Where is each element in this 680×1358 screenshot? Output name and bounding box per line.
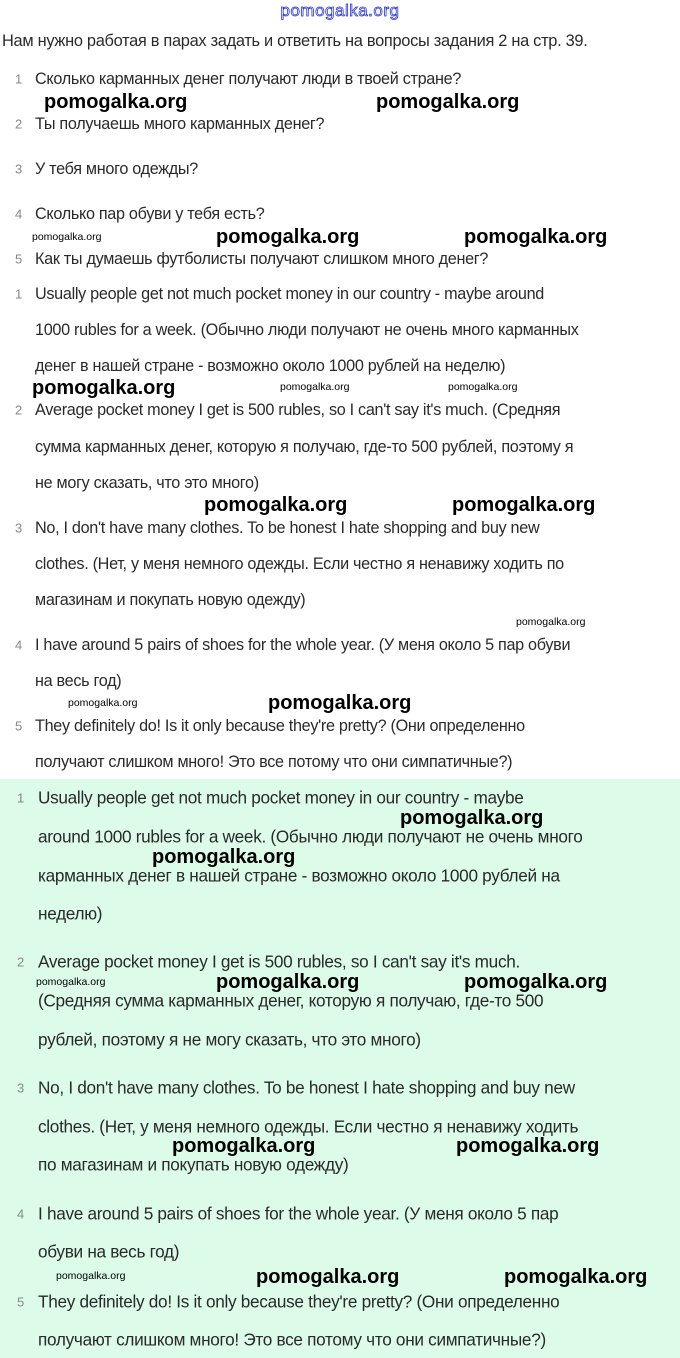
list-item-line: получают слишком много! Это все потому что они симпатичные?) bbox=[38, 1329, 546, 1350]
list-item-line: на весь год) bbox=[35, 671, 122, 690]
list-item-line: Usually people get not much pocket money in our country - maybe bbox=[38, 787, 524, 808]
item-number: 3 bbox=[17, 1080, 25, 1096]
list-item-line: I have around 5 pairs of shoes for the whole year. (У меня около 5 пар bbox=[38, 1203, 559, 1224]
watermark: pomogalka.org bbox=[32, 231, 102, 243]
list-item-line: clothes. (Нет, у меня немного одежды. Если честно я ненавижу ходить по bbox=[35, 554, 564, 573]
item-number: 1 bbox=[17, 790, 25, 806]
list-item-line: У тебя много одежды? bbox=[35, 159, 198, 178]
list-item-line: по магазинам и покупать новую одежду) bbox=[38, 1154, 349, 1175]
list-item-line: Как ты думаешь футболисты получают слишком много денег? bbox=[35, 249, 489, 268]
watermark: pomogalka.org bbox=[400, 807, 544, 829]
list-item-line: обуви на весь год) bbox=[38, 1241, 180, 1262]
watermark: pomogalka.org bbox=[464, 971, 608, 993]
item-number: 2 bbox=[15, 116, 23, 132]
watermark: pomogalka.org bbox=[280, 381, 350, 393]
watermark: pomogalka.org bbox=[516, 616, 586, 628]
list-item-line: не могу сказать, что это много) bbox=[35, 473, 259, 492]
list-item-line: Сколько пар обуви у тебя есть? bbox=[35, 204, 265, 223]
list-item-line: карманных денег в нашей стране - возможно около 1000 рублей на bbox=[38, 865, 560, 886]
task-intro: Нам нужно работая в парах задать и ответить на вопросы задания 2 на стр. 39. bbox=[2, 32, 588, 50]
list-item-line: I have around 5 pairs of shoes for the whole year. (У меня около 5 пар обуви bbox=[35, 635, 571, 654]
item-number: 5 bbox=[15, 718, 23, 734]
watermark: pomogalka.org bbox=[448, 381, 518, 393]
list-item-line: рублей, поэтому я не могу сказать, что это много) bbox=[38, 1029, 421, 1050]
watermark: pomogalka.org bbox=[452, 494, 596, 516]
item-number: 4 bbox=[15, 637, 23, 653]
list-item-line: денег в нашей стране - возможно около 1000 рублей на неделю) bbox=[35, 356, 506, 375]
list-item-line: No, I don't have many clothes. To be honest I hate shopping and buy new bbox=[38, 1077, 575, 1098]
watermark: pomogalka.org bbox=[44, 91, 188, 113]
watermark: pomogalka.org bbox=[464, 226, 608, 248]
list-item-line: No, I don't have many clothes. To be honest I hate shopping and buy new bbox=[35, 518, 540, 537]
watermark: pomogalka.org bbox=[256, 1266, 400, 1288]
watermark: pomogalka.org bbox=[68, 697, 138, 709]
list-item-line: around 1000 rubles for a week. (Обычно люди получают не очень много bbox=[38, 826, 583, 847]
watermark: pomogalka.org bbox=[172, 1135, 316, 1157]
item-number: 5 bbox=[17, 1294, 25, 1310]
watermark: pomogalka.org bbox=[216, 971, 360, 993]
watermark: pomogalka.org bbox=[376, 91, 520, 113]
item-number: 3 bbox=[15, 161, 23, 177]
site-header-logo: pomogalka.org bbox=[280, 1, 400, 20]
watermark: pomogalka.org bbox=[36, 976, 106, 988]
item-number: 3 bbox=[15, 520, 23, 536]
list-item-line: получают слишком много! Это все потому что они симпатичные?) bbox=[35, 752, 513, 771]
watermark: pomogalka.org bbox=[56, 1270, 126, 1282]
watermark: pomogalka.org bbox=[216, 226, 360, 248]
item-number: 4 bbox=[17, 1206, 25, 1222]
watermark: pomogalka.org bbox=[456, 1135, 600, 1157]
list-item-line: неделю) bbox=[38, 903, 103, 924]
watermark: pomogalka.org bbox=[504, 1266, 648, 1288]
list-item-line: Ты получаешь много карманных денег? bbox=[35, 114, 325, 133]
list-item-line: сумма карманных денег, которую я получаю, где-то 500 рублей, поэтому я bbox=[35, 437, 574, 456]
list-item-line: Average pocket money I get is 500 rubles, so I can't say it's much. (Средняя bbox=[35, 400, 561, 419]
list-item-line: They definitely do! Is it only because they're pretty? (Они определенно bbox=[38, 1291, 560, 1312]
watermark: pomogalka.org bbox=[268, 692, 412, 714]
list-item-line: Usually people get not much pocket money in our country - maybe around bbox=[35, 284, 544, 303]
item-number: 2 bbox=[15, 402, 23, 418]
item-number: 1 bbox=[15, 71, 23, 87]
item-number: 2 bbox=[17, 954, 25, 970]
list-item-line: магазинам и покупать новую одежду) bbox=[35, 590, 306, 609]
list-item-line: clothes. (Нет, у меня немного одежды. Если честно я ненавижу ходить bbox=[38, 1116, 579, 1137]
list-item-line: Сколько карманных денег получают люди в твоей стране? bbox=[35, 69, 462, 88]
watermark: pomogalka.org bbox=[152, 846, 296, 868]
list-item-line: (Средняя сумма карманных денег, которую я получаю, где-то 500 bbox=[38, 990, 544, 1011]
item-number: 5 bbox=[15, 251, 23, 267]
list-item-line: 1000 rubles for a week. (Обычно люди получают не очень много карманных bbox=[35, 320, 579, 339]
list-item-line: They definitely do! Is it only because they're pretty? (Они определенно bbox=[35, 716, 525, 735]
item-number: 4 bbox=[15, 206, 23, 222]
watermark: pomogalka.org bbox=[204, 494, 348, 516]
list-item-line: Average pocket money I get is 500 rubles, so I can't say it's much. bbox=[38, 951, 520, 972]
watermark: pomogalka.org bbox=[32, 377, 176, 399]
item-number: 1 bbox=[15, 286, 23, 302]
